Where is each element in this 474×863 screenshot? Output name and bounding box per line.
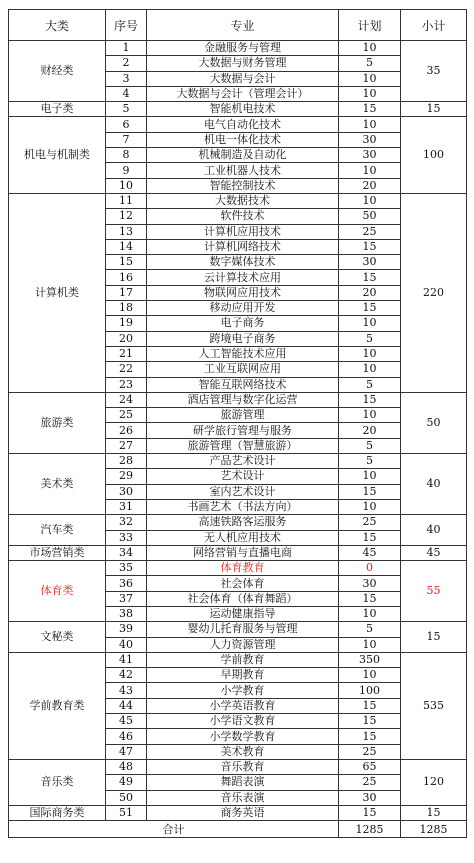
major-cell: 书画艺术（书法方向）: [147, 499, 339, 514]
plan-cell: 10: [339, 362, 401, 377]
index-cell: 46: [106, 729, 147, 744]
index-cell: 8: [106, 148, 147, 163]
plan-cell: 20: [339, 285, 401, 300]
subtotal-cell: 35: [401, 41, 467, 102]
plan-cell: 10: [339, 117, 401, 132]
major-cell: 机械制造及自动化: [147, 148, 339, 163]
index-cell: 1: [106, 41, 147, 56]
major-cell: 商务英语: [147, 805, 339, 820]
major-cell: 室内艺术设计: [147, 484, 339, 499]
header-plan: 计划: [339, 10, 401, 41]
plan-cell: 5: [339, 331, 401, 346]
major-cell: 大数据与会计（管理会计）: [147, 86, 339, 101]
category-cell: 国际商务类: [9, 805, 106, 820]
index-cell: 16: [106, 270, 147, 285]
plan-cell: 5: [339, 438, 401, 453]
major-cell: 无人机应用技术: [147, 530, 339, 545]
table-row: [9, 759, 467, 774]
major-cell: 大数据与会计: [147, 71, 339, 86]
plan-cell: 15: [339, 530, 401, 545]
table-row: [9, 193, 467, 208]
index-cell: 7: [106, 132, 147, 147]
index-cell: 22: [106, 362, 147, 377]
major-cell: 小学教育: [147, 683, 339, 698]
plan-cell: 15: [339, 239, 401, 254]
index-cell: 10: [106, 178, 147, 193]
plan-cell: 10: [339, 71, 401, 86]
major-cell: 工业互联网应用: [147, 362, 339, 377]
major-cell: 体育教育: [147, 561, 339, 576]
index-cell: 49: [106, 775, 147, 790]
plan-cell: 10: [339, 193, 401, 208]
major-cell: 舞蹈表演: [147, 775, 339, 790]
plan-cell: 15: [339, 714, 401, 729]
table-row: [9, 652, 467, 667]
index-cell: 34: [106, 545, 147, 560]
major-cell: 美术教育: [147, 744, 339, 759]
table-row: [9, 805, 467, 820]
major-cell: 工业机器人技术: [147, 163, 339, 178]
plan-cell: 10: [339, 408, 401, 423]
index-cell: 21: [106, 346, 147, 361]
plan-cell: 50: [339, 209, 401, 224]
header-category: 大类: [9, 10, 106, 41]
index-cell: 6: [106, 117, 147, 132]
index-cell: 5: [106, 102, 147, 117]
index-cell: 31: [106, 499, 147, 514]
major-cell: 产品艺术设计: [147, 454, 339, 469]
subtotal-cell: 100: [401, 117, 467, 193]
subtotal-cell: 45: [401, 545, 467, 560]
index-cell: 14: [106, 239, 147, 254]
category-cell: 财经类: [9, 41, 106, 102]
subtotal-cell: 40: [401, 515, 467, 546]
major-cell: 小学数学教育: [147, 729, 339, 744]
subtotal-cell: 55: [401, 561, 467, 622]
index-cell: 48: [106, 759, 147, 774]
major-cell: 社会体育（体育舞蹈）: [147, 591, 339, 606]
major-cell: 智能互联网络技术: [147, 377, 339, 392]
index-cell: 11: [106, 193, 147, 208]
major-cell: 小学语文教育: [147, 714, 339, 729]
index-cell: 25: [106, 408, 147, 423]
table-row: [9, 545, 467, 560]
major-cell: 跨境电子商务: [147, 331, 339, 346]
major-cell: 高速铁路客运服务: [147, 515, 339, 530]
major-cell: 智能机电技术: [147, 102, 339, 117]
major-cell: 计算机网络技术: [147, 239, 339, 254]
plan-cell: 10: [339, 499, 401, 514]
plan-cell: 0: [339, 561, 401, 576]
plan-cell: 15: [339, 591, 401, 606]
plan-cell: 10: [339, 316, 401, 331]
plan-cell: 30: [339, 132, 401, 147]
index-cell: 44: [106, 698, 147, 713]
plan-cell: 10: [339, 86, 401, 101]
index-cell: 38: [106, 606, 147, 621]
major-cell: 云计算技术应用: [147, 270, 339, 285]
index-cell: 47: [106, 744, 147, 759]
plan-cell: 25: [339, 224, 401, 239]
index-cell: 33: [106, 530, 147, 545]
table-body: [9, 41, 467, 821]
plan-cell: 10: [339, 41, 401, 56]
category-cell: 机电与机制类: [9, 117, 106, 193]
category-cell: 文秘类: [9, 622, 106, 653]
major-cell: 物联网应用技术: [147, 285, 339, 300]
total-label: 合计: [9, 821, 339, 838]
plan-cell: 30: [339, 255, 401, 270]
category-cell: 电子类: [9, 102, 106, 117]
subtotal-cell: 15: [401, 805, 467, 820]
category-cell: 汽车类: [9, 515, 106, 546]
index-cell: 18: [106, 301, 147, 316]
total-row: [9, 821, 467, 838]
major-cell: 电子商务: [147, 316, 339, 331]
major-cell: 音乐教育: [147, 759, 339, 774]
plan-cell: 10: [339, 346, 401, 361]
plan-cell: 15: [339, 270, 401, 285]
major-cell: 早期教育: [147, 668, 339, 683]
plan-cell: 5: [339, 622, 401, 637]
index-cell: 30: [106, 484, 147, 499]
subtotal-cell: 535: [401, 652, 467, 759]
plan-cell: 20: [339, 178, 401, 193]
plan-cell: 25: [339, 744, 401, 759]
major-cell: 音乐表演: [147, 790, 339, 805]
plan-cell: 10: [339, 469, 401, 484]
plan-cell: 15: [339, 102, 401, 117]
plan-cell: 15: [339, 484, 401, 499]
plan-cell: 100: [339, 683, 401, 698]
major-cell: 软件技术: [147, 209, 339, 224]
subtotal-cell: 220: [401, 193, 467, 392]
category-cell: 旅游类: [9, 392, 106, 453]
category-cell: 市场营销类: [9, 545, 106, 560]
plan-cell: 10: [339, 606, 401, 621]
major-cell: 智能控制技术: [147, 178, 339, 193]
index-cell: 41: [106, 652, 147, 667]
major-cell: 社会体育: [147, 576, 339, 591]
index-cell: 51: [106, 805, 147, 820]
category-cell: 音乐类: [9, 759, 106, 805]
index-cell: 43: [106, 683, 147, 698]
index-cell: 29: [106, 469, 147, 484]
plan-cell: 10: [339, 637, 401, 652]
plan-cell: 45: [339, 545, 401, 560]
table-row: [9, 622, 467, 637]
header-major: 专业: [147, 10, 339, 41]
plan-cell: 5: [339, 377, 401, 392]
major-cell: 机电一体化技术: [147, 132, 339, 147]
index-cell: 20: [106, 331, 147, 346]
total-plan: 1285: [339, 821, 401, 838]
major-cell: 艺术设计: [147, 469, 339, 484]
table-row: [9, 102, 467, 117]
plan-cell: 15: [339, 698, 401, 713]
major-cell: 小学英语教育: [147, 698, 339, 713]
total-subtotal: 1285: [401, 821, 467, 838]
header-index: 序号: [106, 10, 147, 41]
plan-cell: 10: [339, 668, 401, 683]
subtotal-cell: 15: [401, 102, 467, 117]
major-cell: 研学旅行管理与服务: [147, 423, 339, 438]
table-row: [9, 117, 467, 132]
major-cell: 数字媒体技术: [147, 255, 339, 270]
plan-cell: 15: [339, 729, 401, 744]
major-cell: 运动健康指导: [147, 606, 339, 621]
plan-cell: 30: [339, 148, 401, 163]
plan-cell: 350: [339, 652, 401, 667]
index-cell: 39: [106, 622, 147, 637]
enrollment-plan-table: [8, 9, 467, 838]
enrollment-plan-table-container: [8, 9, 467, 838]
major-cell: 旅游管理（智慧旅游）: [147, 438, 339, 453]
index-cell: 17: [106, 285, 147, 300]
index-cell: 45: [106, 714, 147, 729]
plan-cell: 25: [339, 775, 401, 790]
index-cell: 13: [106, 224, 147, 239]
index-cell: 28: [106, 454, 147, 469]
plan-cell: 30: [339, 790, 401, 805]
plan-cell: 5: [339, 56, 401, 71]
table-row: [9, 561, 467, 576]
index-cell: 9: [106, 163, 147, 178]
plan-cell: 25: [339, 515, 401, 530]
index-cell: 32: [106, 515, 147, 530]
major-cell: 金融服务与管理: [147, 41, 339, 56]
index-cell: 3: [106, 71, 147, 86]
index-cell: 50: [106, 790, 147, 805]
major-cell: 移动应用开发: [147, 301, 339, 316]
index-cell: 19: [106, 316, 147, 331]
index-cell: 35: [106, 561, 147, 576]
table-row: [9, 454, 467, 469]
major-cell: 婴幼儿托育服务与管理: [147, 622, 339, 637]
major-cell: 大数据技术: [147, 193, 339, 208]
index-cell: 40: [106, 637, 147, 652]
index-cell: 15: [106, 255, 147, 270]
plan-cell: 20: [339, 423, 401, 438]
category-cell: 美术类: [9, 454, 106, 515]
table-row: [9, 41, 467, 56]
major-cell: 旅游管理: [147, 408, 339, 423]
subtotal-cell: 50: [401, 392, 467, 453]
major-cell: 学前教育: [147, 652, 339, 667]
index-cell: 27: [106, 438, 147, 453]
index-cell: 24: [106, 392, 147, 407]
plan-cell: 5: [339, 454, 401, 469]
index-cell: 4: [106, 86, 147, 101]
major-cell: 人工智能技术应用: [147, 346, 339, 361]
major-cell: 酒店管理与数字化运营: [147, 392, 339, 407]
index-cell: 42: [106, 668, 147, 683]
major-cell: 人力资源管理: [147, 637, 339, 652]
header-subtotal: 小计: [401, 10, 467, 41]
plan-cell: 10: [339, 163, 401, 178]
index-cell: 36: [106, 576, 147, 591]
table-row: [9, 392, 467, 407]
plan-cell: 15: [339, 805, 401, 820]
index-cell: 2: [106, 56, 147, 71]
plan-cell: 15: [339, 392, 401, 407]
subtotal-cell: 15: [401, 622, 467, 653]
index-cell: 23: [106, 377, 147, 392]
index-cell: 26: [106, 423, 147, 438]
major-cell: 网络营销与直播电商: [147, 545, 339, 560]
subtotal-cell: 40: [401, 454, 467, 515]
header-row: [9, 10, 467, 41]
subtotal-cell: 120: [401, 759, 467, 805]
category-cell: 计算机类: [9, 193, 106, 392]
plan-cell: 15: [339, 301, 401, 316]
major-cell: 电气自动化技术: [147, 117, 339, 132]
plan-cell: 30: [339, 576, 401, 591]
category-cell: 学前教育类: [9, 652, 106, 759]
index-cell: 37: [106, 591, 147, 606]
category-cell: 体育类: [9, 561, 106, 622]
index-cell: 12: [106, 209, 147, 224]
major-cell: 大数据与财务管理: [147, 56, 339, 71]
table-row: [9, 515, 467, 530]
plan-cell: 65: [339, 759, 401, 774]
major-cell: 计算机应用技术: [147, 224, 339, 239]
